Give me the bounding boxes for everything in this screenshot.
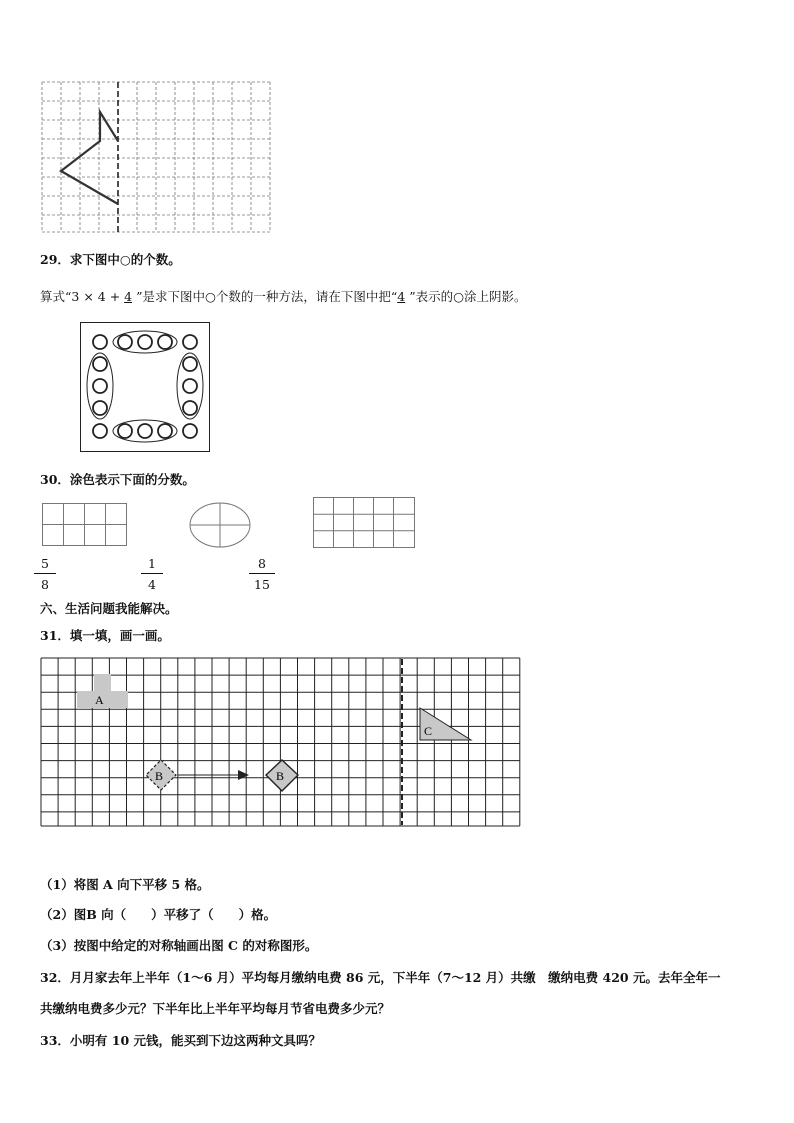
figure-b2-label: B — [276, 769, 285, 783]
q30-title: 30．涂色表示下面的分数。 — [40, 472, 195, 487]
section6-title: 六、生活问题我能解决。 — [40, 601, 178, 616]
q33-title: 33．小明有 10 元钱，能买到下边这两种文具吗？ — [40, 1033, 321, 1048]
q29-formula-post: ”表示的○涂上阴影。 — [405, 289, 527, 304]
q31-sub2: （2）图B 向（ ）平移了（ ）格。 — [40, 907, 277, 922]
q32-line2: 共缴纳电费多少元？下半年比上半年平均每月节省电费多少元？ — [40, 1001, 391, 1016]
q29-formula-num2: 4 — [397, 289, 406, 304]
q31-sub3: （3）按图中给定的对称轴画出图 C 的对称图形。 — [40, 938, 318, 953]
q32-line1: 32．月月家去年上半年（1～6 月）平均每月缴纳电费 86 元，下半年（7～12 月）共缴 缴纳电费 420 元。去年全年一 — [40, 970, 721, 985]
fraction-denominator: 8 — [41, 577, 49, 592]
q29-formula-pre: 算式“3 × 4 + — [40, 289, 125, 304]
q31-sub1: （1）将图 A 向下平移 5 格。 — [40, 877, 210, 892]
q31-title: 31．填一填，画一画。 — [40, 628, 170, 643]
figure-b-label: B — [155, 769, 164, 783]
figure-c-label: C — [424, 724, 433, 738]
fraction-denominator: 4 — [148, 577, 156, 592]
q29-formula-mid: ”是求下图中○个数的一种方法，请在下图中把“ — [132, 289, 398, 304]
q29-title: 29．求下图中○的个数。 — [40, 252, 181, 267]
q29-formula-num: 4 — [124, 289, 133, 304]
fraction-numerator: 5 — [41, 556, 49, 571]
fraction-denominator: 15 — [254, 577, 270, 592]
arrow-head — [238, 770, 249, 780]
figure-a-label: A — [95, 693, 104, 707]
fraction-numerator: 8 — [258, 556, 266, 571]
fraction-numerator: 1 — [148, 556, 156, 571]
